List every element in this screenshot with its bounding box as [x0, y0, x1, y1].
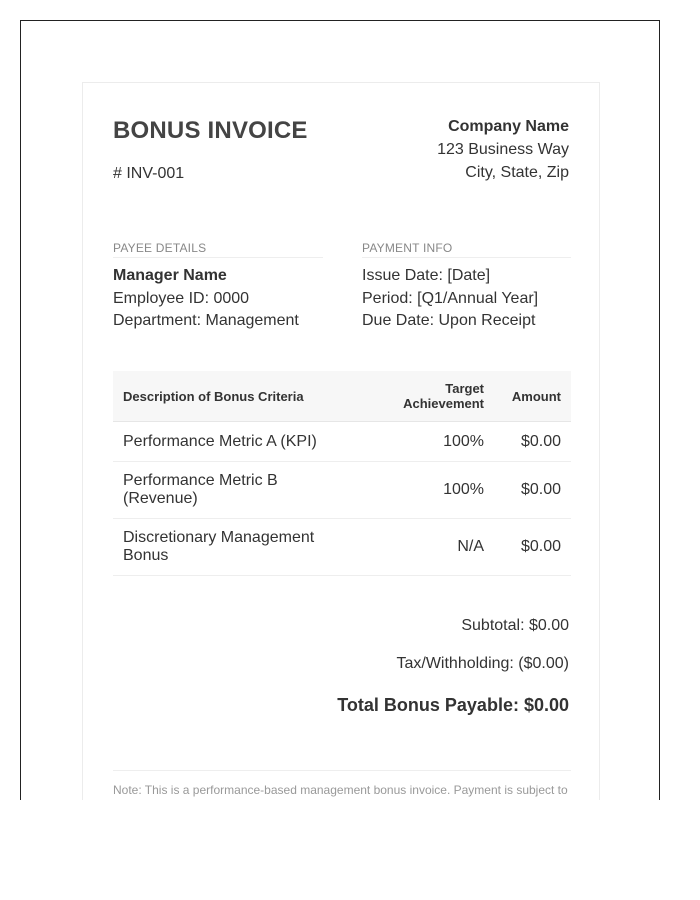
row-target: N/A: [360, 519, 494, 576]
header-target-achievement: [360, 371, 494, 422]
company-name: Company Name: [448, 118, 569, 135]
header-amount: Amount: [494, 371, 571, 422]
footer-note: Note: This is a performance-based management bonus invoice. Payment is subject to: [113, 783, 568, 797]
table-row: [113, 519, 571, 576]
footer-divider: [113, 770, 571, 771]
invoice-paper: [82, 82, 600, 800]
tax-withholding: Tax/Withholding: ($0.00): [396, 655, 569, 672]
row-amount: $0.00: [494, 519, 571, 576]
issue-date: Issue Date: [Date]: [362, 267, 491, 284]
payee-name: Manager Name: [113, 267, 227, 284]
payment-info-label: PAYMENT INFO: [362, 241, 571, 258]
header-target-line2: Achievement: [403, 396, 484, 411]
payee-details-label: PAYEE DETAILS: [113, 241, 323, 258]
due-date: Due Date: Upon Receipt: [362, 312, 536, 329]
company-block: [437, 115, 569, 184]
payment-info: [362, 241, 571, 333]
payee-employee-id: Employee ID: 0000: [113, 289, 250, 307]
bonus-items-table: [113, 371, 571, 576]
row-description: Performance Metric A (KPI): [113, 422, 360, 462]
table-header-row: [113, 371, 571, 422]
total-bonus-payable: Total Bonus Payable: $0.00: [337, 695, 569, 715]
row-target: 100%: [360, 422, 494, 462]
subtotal: Subtotal: $0.00: [461, 617, 569, 634]
row-amount: $0.00: [494, 462, 571, 519]
row-target: 100%: [360, 462, 494, 519]
row-amount: $0.00: [494, 422, 571, 462]
payee-details: [113, 241, 323, 333]
row-description: Discretionary Management Bonus: [113, 519, 360, 576]
header-target-line1: Target: [445, 381, 484, 396]
payee-department: Department: Management: [113, 312, 299, 329]
invoice-number: # INV-001: [113, 165, 185, 182]
invoice-title: BONUS INVOICE: [113, 117, 308, 144]
company-address-line2: City, State, Zip: [465, 164, 569, 181]
document-frame: [20, 20, 660, 800]
period: Period: [Q1/Annual Year]: [362, 289, 539, 307]
company-address-line1: 123 Business Way: [437, 141, 569, 158]
header-description: Description of Bonus Criteria: [113, 371, 360, 422]
row-description: Performance Metric B (Revenue): [113, 462, 360, 519]
table-row: [113, 462, 571, 519]
table-row: [113, 422, 571, 462]
